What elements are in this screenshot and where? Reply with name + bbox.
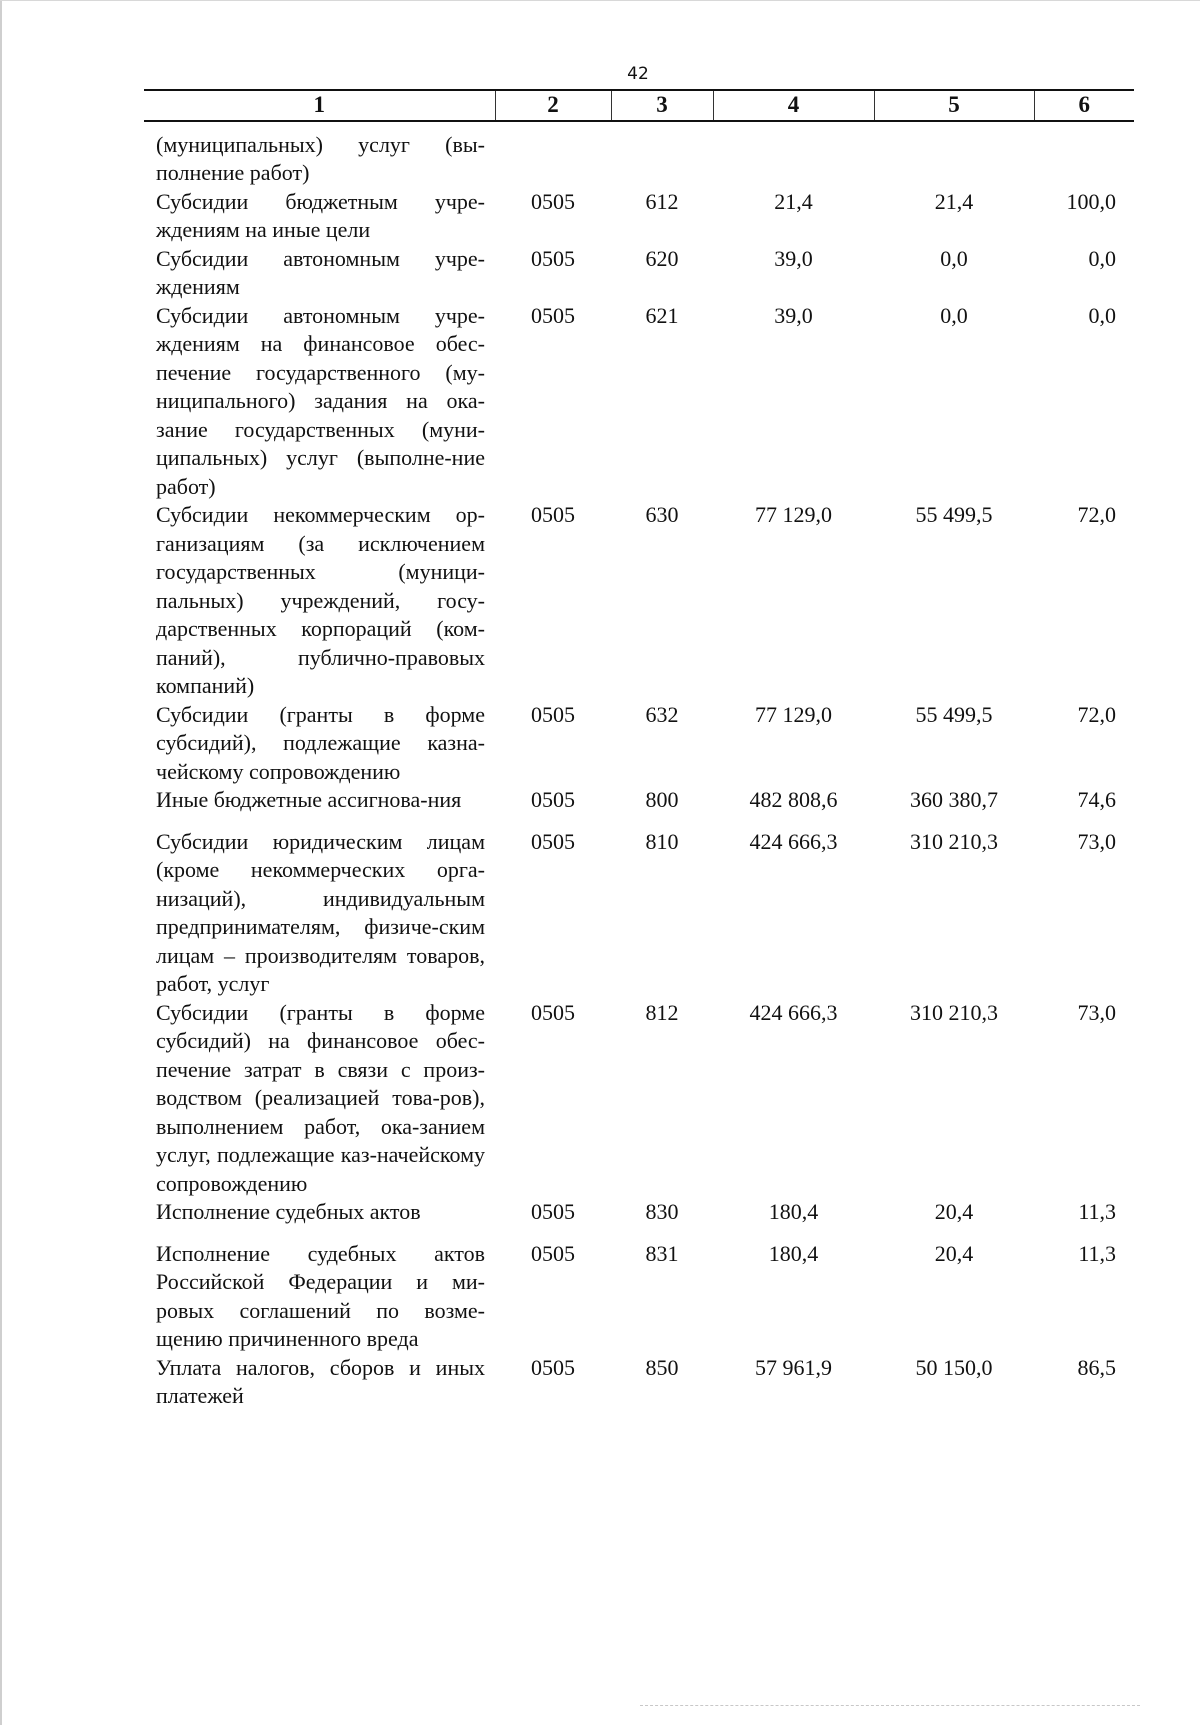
actual-amount-cell: 310 210,3 (910, 828, 998, 854)
actual-amount-cell: 0,0 (940, 302, 968, 328)
planned-amount-cell: 39,0 (774, 302, 813, 328)
column-header-2: 2 (495, 90, 611, 121)
header-row (144, 90, 1134, 121)
expense-type-cell: 830 (645, 1199, 679, 1224)
section-code-cell: 0505 (531, 828, 575, 854)
section-code-cell: 0505 (531, 999, 575, 1025)
section-code-cell: 0505 (531, 245, 575, 271)
scan-edge-bottom (640, 1705, 1140, 1706)
expense-type-cell: 620 (645, 245, 679, 271)
execution-percent-cell: 0,0 (1088, 302, 1116, 328)
column-header-5: 5 (874, 90, 1034, 121)
actual-amount-cell: 20,4 (934, 1199, 974, 1224)
item-name-cell: Субсидии автономным учре-ждениям (156, 245, 485, 299)
planned-amount-cell (713, 121, 874, 188)
table-row (144, 302, 1134, 502)
item-name-cell: Уплата налогов, сборов и иных платежей (156, 1354, 485, 1408)
expense-type-cell: 612 (645, 188, 679, 214)
table-row (144, 1354, 1134, 1411)
section-code-cell: 0505 (531, 188, 575, 214)
table-row (144, 1198, 1134, 1240)
execution-percent-cell: 72,0 (1077, 701, 1116, 727)
planned-amount-cell: 180,4 (768, 1240, 819, 1266)
table-row (144, 786, 1134, 828)
table-row (144, 245, 1134, 302)
execution-percent-cell: 100,0 (1066, 188, 1116, 214)
page-number: 42 (627, 64, 649, 84)
item-name-cell: Субсидии (гранты в форме субсидий), подлежащие казна-чейскому сопровождению (156, 701, 485, 784)
planned-amount-cell: 21,4 (774, 188, 813, 214)
actual-amount-cell: 50 150,0 (915, 1354, 993, 1380)
execution-percent-cell: 74,6 (1077, 787, 1116, 812)
table-row (144, 828, 1134, 999)
execution-percent-cell: 11,3 (1078, 1199, 1116, 1224)
table-row (144, 501, 1134, 701)
budget-table (144, 89, 1134, 1411)
expense-type-cell: 621 (645, 302, 679, 328)
scan-edge-left (0, 0, 2, 1725)
execution-percent-cell: 72,0 (1077, 502, 1116, 527)
execution-percent-cell: 86,5 (1077, 1354, 1116, 1380)
planned-amount-cell: 180,4 (768, 1199, 819, 1224)
column-header-4: 4 (713, 90, 874, 121)
item-name-cell: Субсидии автономным учре-ждениям на финансовое обес-печение государственного (му-ниципального) задания на ока-зание государственных (муни-ципальных) услуг (выполне-ние работ) (156, 302, 485, 499)
planned-amount-cell: 77 129,0 (755, 502, 832, 527)
section-code-cell: 0505 (531, 1354, 575, 1380)
execution-percent-cell: 73,0 (1077, 828, 1116, 854)
table-row (144, 701, 1134, 787)
item-name-cell: Субсидии (гранты в форме субсидий) на финансовое обес-печение затрат в связи с произ-водством (реализацией това-ров), выполнением работ, ока-занием услуг, подлежащие каз-начейскому сопровождению (156, 999, 485, 1196)
table-header (144, 90, 1134, 121)
section-code-cell: 0505 (531, 701, 575, 727)
table-row (144, 999, 1134, 1199)
table-row (144, 188, 1134, 245)
expense-type-cell: 630 (645, 502, 679, 527)
actual-amount-cell: 55 499,5 (915, 502, 993, 527)
table-row (144, 1240, 1134, 1354)
planned-amount-cell: 77 129,0 (755, 701, 832, 727)
execution-percent-cell: 11,3 (1078, 1240, 1116, 1266)
expense-type-cell: 810 (645, 828, 679, 854)
actual-amount-cell: 0,0 (940, 245, 968, 271)
section-code-cell: 0505 (531, 1199, 575, 1224)
expense-type-cell: 800 (645, 787, 679, 812)
expense-type-cell (611, 121, 713, 188)
planned-amount-cell: 57 961,9 (755, 1354, 832, 1380)
planned-amount-cell: 424 666,3 (749, 828, 838, 854)
actual-amount-cell: 55 499,5 (915, 701, 993, 727)
expense-type-cell: 632 (645, 701, 679, 727)
actual-amount-cell: 21,4 (934, 188, 974, 214)
execution-percent-cell: 0,0 (1088, 245, 1116, 271)
execution-percent-cell (1034, 121, 1134, 188)
item-name-cell: (муниципальных) услуг (вы-полнение работ) (156, 131, 485, 185)
actual-amount-cell: 360 380,7 (910, 787, 998, 812)
actual-amount-cell (874, 121, 1034, 188)
execution-percent-cell: 73,0 (1077, 999, 1116, 1025)
actual-amount-cell: 310 210,3 (910, 999, 998, 1025)
expense-type-cell: 831 (645, 1240, 679, 1266)
planned-amount-cell: 39,0 (774, 245, 813, 271)
actual-amount-cell: 20,4 (934, 1240, 974, 1266)
item-name-cell: Исполнение судебных актов (156, 1199, 421, 1224)
section-code-cell: 0505 (531, 302, 575, 328)
expense-type-cell: 850 (645, 1354, 679, 1380)
section-code-cell: 0505 (531, 502, 575, 527)
column-header-3: 3 (611, 90, 713, 121)
expense-type-cell: 812 (645, 999, 679, 1025)
item-name-cell: Исполнение судебных актов Российской Федерации и ми-ровых соглашений по возме-щению причиненного вреда (156, 1240, 485, 1351)
planned-amount-cell: 482 808,6 (749, 787, 838, 812)
section-code-cell: 0505 (531, 1240, 575, 1266)
item-name-cell: Субсидии некоммерческим ор-ганизациям (за исключением государственных (муници-пальных) учреждений, госу-дарственных корпораций (ком-паний), публично-правовых компаний) (156, 502, 485, 698)
item-name-cell: Субсидии бюджетным учре-ждениям на иные цели (156, 188, 485, 242)
planned-amount-cell: 424 666,3 (749, 999, 838, 1025)
table-body (144, 121, 1134, 1411)
section-code-cell (495, 121, 611, 188)
column-header-6: 6 (1034, 90, 1134, 121)
item-name-cell: Субсидии юридическим лицам (кроме некоммерческих орга-низаций), индивидуальным предпринимателям, физиче-ским лицам – производителям товаров, работ, услуг (156, 828, 485, 996)
table-row (144, 121, 1134, 188)
scan-edge-top (0, 0, 1200, 1)
column-header-1: 1 (144, 90, 495, 121)
section-code-cell: 0505 (531, 787, 575, 812)
item-name-cell: Иные бюджетные ассигнова-ния (156, 787, 462, 812)
